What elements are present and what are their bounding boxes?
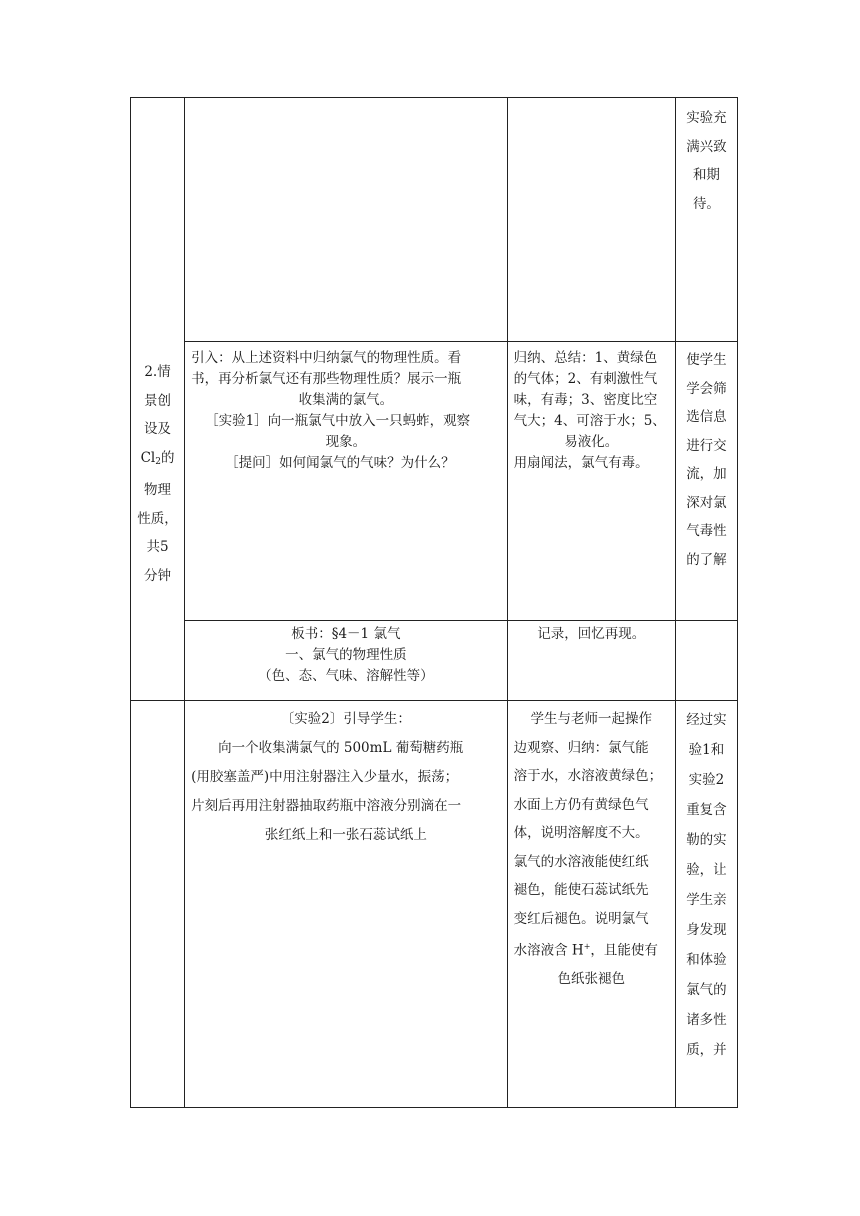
teacher-activity-cell — [185, 701, 508, 1108]
student-activity-cell — [507, 701, 675, 1108]
student-activity-text: 记录，回忆再现。 — [537, 626, 646, 642]
student-activity-cell — [507, 98, 675, 342]
table-row — [131, 701, 738, 1108]
design-intent-cell — [675, 701, 737, 1108]
design-intent-cell — [675, 98, 737, 342]
stage-label: 2.情 景创 设及 $Cl_2$的 物理 性质， 共5 分钟 — [137, 364, 178, 584]
design-intent-text: 经过实 验1和 实验2 重复含 勒的实 验，让 学生亲 身发现 和体验 氯气的 诸多性 质，并 — [686, 712, 727, 1058]
lesson-plan-table — [130, 97, 738, 1108]
teacher-activity-cell — [185, 342, 508, 621]
student-activity-cell — [507, 342, 675, 621]
student-activity-cell — [507, 621, 675, 701]
board-writing-cell — [185, 621, 508, 701]
board-writing-text: 板书：§4－1 氯气 一、氯气的物理性质 （色、态、气味、溶解性等） — [258, 626, 434, 684]
teacher-activity-text: 引入：从上述资料中归纳氯气的物理性质。看 书，再分析氯气还有那些物理性质？展示一瓶 收集满的氯气。 ［实验1］向一瓶氯气中放入一只蚂蚱，观察 现象。 ［提问］如何闻氯气的气味？为什么？ — [191, 350, 471, 471]
teacher-activity-cell — [185, 98, 508, 342]
stage-cell — [131, 98, 185, 701]
table-row — [131, 621, 738, 701]
design-intent-text: 实验充 满兴致 和期 待。 — [686, 110, 727, 212]
design-intent-cell — [675, 621, 737, 701]
teacher-activity-text: 〔实验2〕引导学生： 向一个收集满氯气的 500mL 葡萄糖药瓶 (用胶塞盖严)中用注射器注入少量水，振荡； 片刻后再用注射器抽取药瓶中溶液分别滴在一 张红纸上和一张石蕊试纸上 — [191, 711, 464, 843]
design-intent-cell — [675, 342, 737, 621]
student-activity-text: 归纳、总结：1、黄绿色 的气体；2、有刺激性气 味，有毒；3、密度比空 气大；4、可溶于水；5、 易液化。 用扇闻法，氯气有毒。 — [513, 350, 666, 471]
design-intent-text: 使学生 学会筛 选信息 进行交 流，加 深对氯 气毒性 的了解 — [686, 352, 727, 568]
student-activity-text: 学生与老师一起操作 边观察、归纳：氯气能 溶于水，水溶液黄绿色； 水面上方仍有黄绿色气 体，说明溶解度不大。 氯气的水溶液能使红纸 褪色，能使石蕊试纸先 变红后褪色。说明氯气 水溶液含 H+，且能使有 色纸张褪色 — [513, 711, 663, 987]
table-row — [131, 342, 738, 621]
stage-cell — [131, 701, 185, 1108]
table-row — [131, 98, 738, 342]
